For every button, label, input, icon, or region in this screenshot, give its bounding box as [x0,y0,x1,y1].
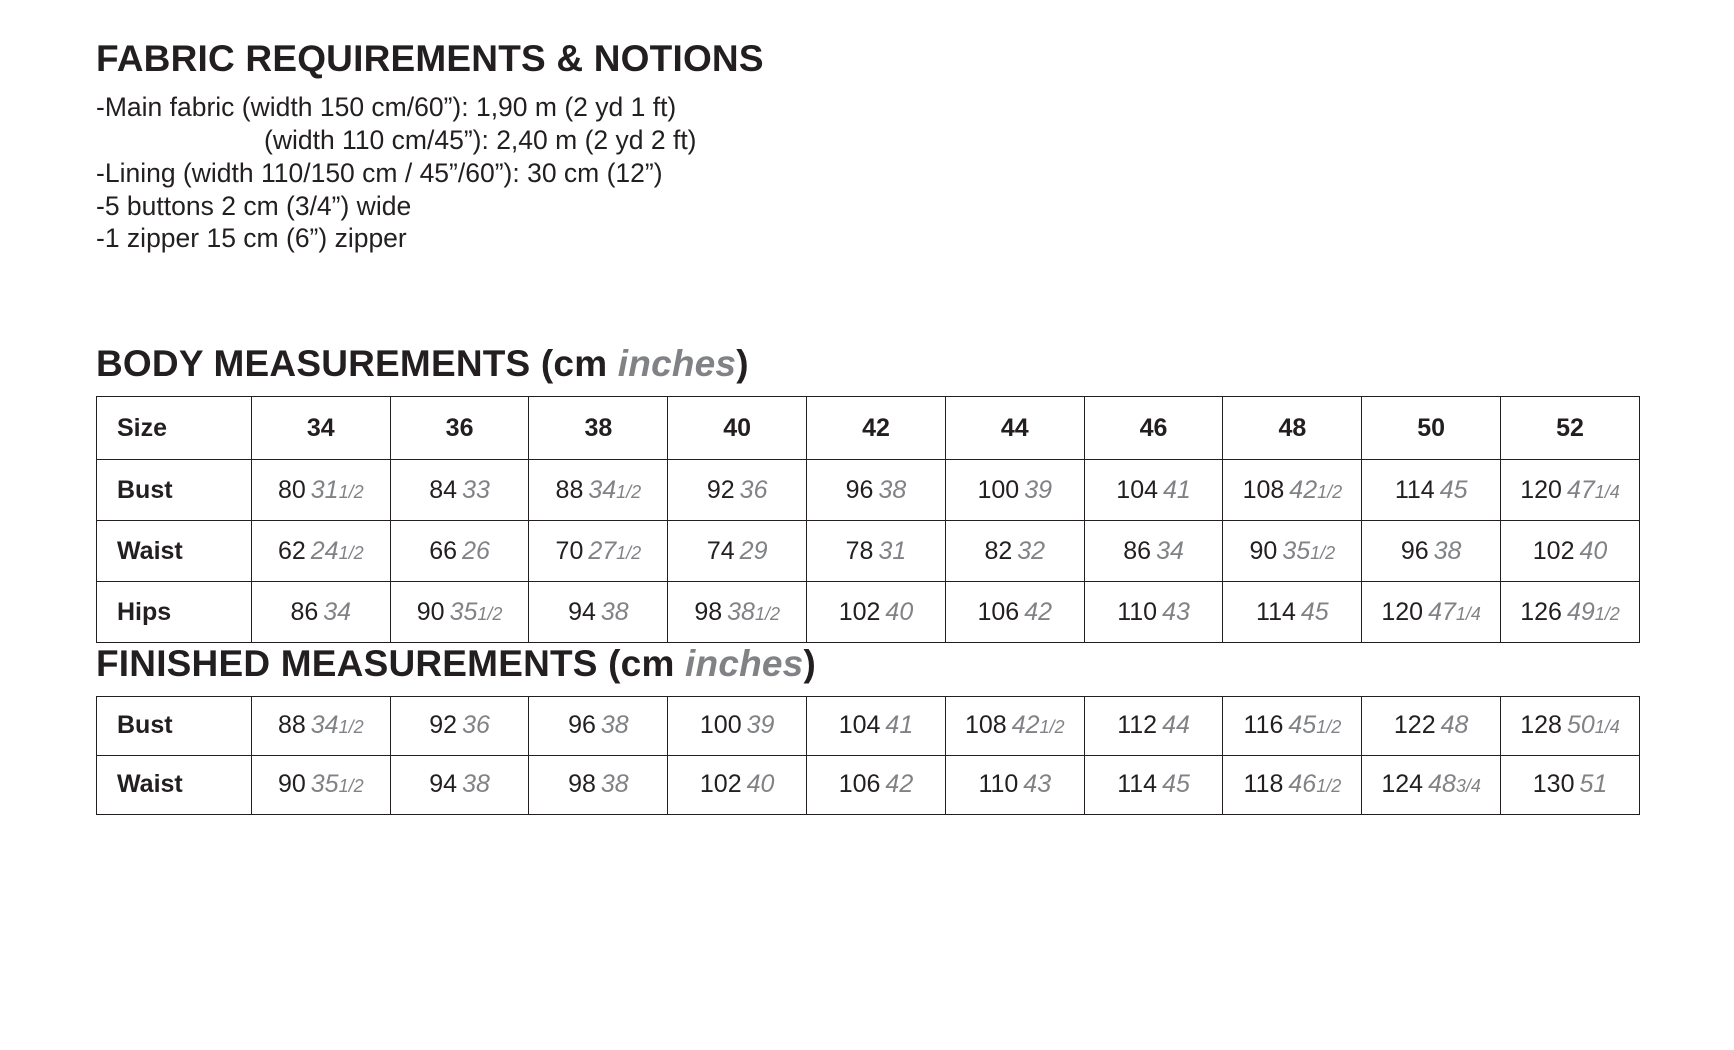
inch-value: 491/2 [1566,597,1620,626]
table-cell [1223,521,1362,582]
inch-value: 29 [739,536,768,565]
table-cell [390,696,529,755]
size-header-label: Size [97,397,252,460]
cm-value: 86 [290,597,319,626]
cm-value: 78 [845,536,874,565]
cm-value: 100 [699,711,742,740]
cm-value: 100 [977,475,1020,504]
inch-value: 45 [1162,770,1190,799]
inch-value: 31 [878,536,907,565]
table-cell [1223,460,1362,521]
inch-value: 461/2 [1288,770,1342,799]
table-cell [807,696,946,755]
inch-value: 38 [600,770,629,799]
table-row [97,582,1640,643]
cm-value: 104 [838,711,881,740]
table-row [97,521,1640,582]
size-header-cell: 40 [668,397,807,460]
size-header-cell: 38 [529,397,668,460]
inch-value: 36 [462,711,490,740]
inch-value: 34 [1156,536,1184,565]
inch-value: 26 [462,536,490,565]
inch-value: 38 [878,475,907,504]
fabric-requirements-list [96,91,1734,256]
inch-value: 38 [1433,536,1462,565]
table-cell [1501,521,1640,582]
cm-value: 82 [984,536,1013,565]
table-cell [807,460,946,521]
table-cell [529,696,668,755]
table-cell [668,460,807,521]
table-cell [1501,460,1640,521]
inch-value: 381/2 [727,597,780,626]
cm-value: 90 [416,597,445,626]
cm-value: 74 [706,536,735,565]
table-row [97,460,1640,521]
table-cell [1362,696,1501,755]
cm-value: 102 [699,770,742,799]
size-header-cell: 36 [390,397,529,460]
finished-measurements-title-close: ) [803,643,816,685]
table-cell [807,582,946,643]
row-label: Waist [97,521,252,582]
table-cell [1501,696,1640,755]
inch-value: 451/2 [1288,711,1342,740]
cm-value: 96 [568,711,596,740]
cm-value: 80 [277,475,306,504]
table-cell [390,755,529,814]
inch-value: 38 [462,770,490,799]
table-cell [668,755,807,814]
table-cell [945,521,1084,582]
fabric-line: -Lining (width 110/150 cm / 45”/60”): 30 cm (12”) [96,157,663,188]
cm-value: 84 [429,475,458,504]
inch-value: 341/2 [588,475,642,504]
inch-value: 34 [323,597,352,626]
inch-value: 39 [1024,475,1053,504]
table-cell [945,696,1084,755]
table-cell [1084,755,1223,814]
table-cell [945,582,1084,643]
table-cell [1084,582,1223,643]
row-label: Bust [97,460,252,521]
cm-value: 94 [568,597,596,626]
finished-measurements-title-inches: inches [685,643,804,685]
table-cell [1501,755,1640,814]
inch-value: 51 [1579,770,1608,799]
table-cell [390,460,529,521]
cm-value: 62 [277,536,306,565]
inch-value: 43 [1162,597,1190,626]
cm-value: 106 [838,770,881,799]
table-row [97,696,1640,755]
inch-value: 41 [885,711,914,740]
inch-value: 351/2 [310,770,364,799]
table-cell [668,521,807,582]
cm-value: 96 [1400,536,1429,565]
cm-value: 88 [555,475,584,504]
table-cell [529,582,668,643]
cm-value: 120 [1381,597,1424,626]
cm-value: 124 [1381,770,1424,799]
cm-value: 104 [1116,475,1159,504]
table-cell [668,582,807,643]
inch-value: 43 [1023,770,1052,799]
cm-value: 94 [429,770,458,799]
inch-value: 40 [885,597,914,626]
table-cell [1084,696,1223,755]
fabric-line: (width 110 cm/45”): 2,40 m (2 yd 2 ft) [264,124,697,155]
table-cell [1084,460,1223,521]
inch-value: 44 [1162,711,1190,740]
table-cell [1362,755,1501,814]
inch-value: 38 [600,597,629,626]
cm-value: 108 [964,711,1007,740]
inch-value: 241/2 [310,536,364,565]
cm-value: 70 [555,536,584,565]
inch-value: 341/2 [310,711,364,740]
inch-value: 271/2 [588,536,642,565]
table-cell [1223,696,1362,755]
cm-value: 96 [845,475,874,504]
table-cell [251,582,390,643]
cm-value: 116 [1243,711,1284,740]
inch-value: 33 [462,475,490,504]
table-cell [529,755,668,814]
size-header-cell: 44 [945,397,1084,460]
table-row [97,755,1640,814]
cm-value: 120 [1520,475,1562,504]
cm-value: 98 [568,770,596,799]
cm-value: 102 [1532,536,1575,565]
inch-value: 351/2 [1282,536,1336,565]
table-cell [807,521,946,582]
row-label: Waist [97,755,252,814]
inch-value: 471/4 [1428,597,1481,626]
cm-value: 110 [1117,597,1158,626]
table-row-header [97,397,1640,460]
inch-value: 48 [1440,711,1469,740]
cm-value: 92 [706,475,735,504]
table-cell [1501,582,1640,643]
table-cell [945,755,1084,814]
inch-value: 351/2 [449,597,503,626]
inch-value: 40 [746,770,775,799]
cm-value: 118 [1243,770,1284,799]
inch-value: 41 [1163,475,1191,504]
body-measurements-title-close: ) [736,343,749,385]
fabric-line: -1 zipper 15 cm (6”) zipper [96,223,407,254]
cm-value: 114 [1117,770,1158,799]
cm-value: 66 [429,536,458,565]
body-measurements-table [96,396,1640,643]
cm-value: 130 [1532,770,1575,799]
inch-value: 501/4 [1566,711,1620,740]
table-cell [390,521,529,582]
table-cell [251,521,390,582]
fabric-requirements-title: FABRIC REQUIREMENTS & NOTIONS [96,38,764,79]
table-cell [668,696,807,755]
cm-value: 88 [277,711,306,740]
size-header-cell: 34 [251,397,390,460]
fabric-line: -Main fabric (width 150 cm/60”): 1,90 m (2 yd 1 ft) [96,91,677,122]
inch-value: 311/2 [310,475,364,504]
cm-value: 122 [1393,711,1436,740]
inch-value: 421/2 [1289,475,1343,504]
inch-value: 471/4 [1566,475,1620,504]
inch-value: 45 [1439,475,1468,504]
table-cell [1223,755,1362,814]
cm-value: 102 [838,597,881,626]
table-cell [1362,460,1501,521]
inch-value: 36 [739,475,768,504]
cm-value: 108 [1242,475,1285,504]
table-cell [529,460,668,521]
fabric-line: -5 buttons 2 cm (3/4”) wide [96,190,412,221]
table-cell [945,460,1084,521]
cm-value: 92 [429,711,458,740]
size-header-cell: 48 [1223,397,1362,460]
finished-measurements-title-main: FINISHED MEASUREMENTS (cm [96,643,686,685]
table-cell [1362,582,1501,643]
cm-value: 98 [694,597,723,626]
inch-value: 45 [1300,597,1329,626]
size-header-cell: 46 [1084,397,1223,460]
finished-measurements-table [96,696,1640,815]
table-cell [529,521,668,582]
inch-value: 42 [1024,597,1053,626]
table-cell [1362,521,1501,582]
inch-value: 40 [1579,536,1608,565]
size-header-cell: 42 [807,397,946,460]
row-label: Bust [97,696,252,755]
table-cell [390,582,529,643]
inch-value: 38 [600,711,629,740]
inch-value: 483/4 [1428,770,1481,799]
cm-value: 90 [1249,536,1278,565]
finished-measurements-title [96,643,1734,686]
table-cell [251,696,390,755]
cm-value: 114 [1256,597,1296,626]
table-cell [251,755,390,814]
inch-value: 32 [1017,536,1046,565]
cm-value: 110 [978,770,1019,799]
inch-value: 421/2 [1011,711,1065,740]
row-label: Hips [97,582,252,643]
cm-value: 86 [1123,536,1152,565]
table-cell [1223,582,1362,643]
cm-value: 106 [977,597,1020,626]
table-cell [1084,521,1223,582]
cm-value: 114 [1394,475,1435,504]
cm-value: 128 [1520,711,1562,740]
size-header-cell: 50 [1362,397,1501,460]
body-measurements-title-main: BODY MEASUREMENTS (cm [96,343,618,385]
cm-value: 112 [1117,711,1158,740]
cm-value: 126 [1520,597,1562,626]
cm-value: 90 [277,770,306,799]
size-header-cell: 52 [1501,397,1640,460]
table-cell [807,755,946,814]
body-measurements-title-inches: inches [617,343,737,385]
inch-value: 42 [885,770,914,799]
body-measurements-title [96,343,1734,386]
inch-value: 39 [746,711,775,740]
table-cell [251,460,390,521]
